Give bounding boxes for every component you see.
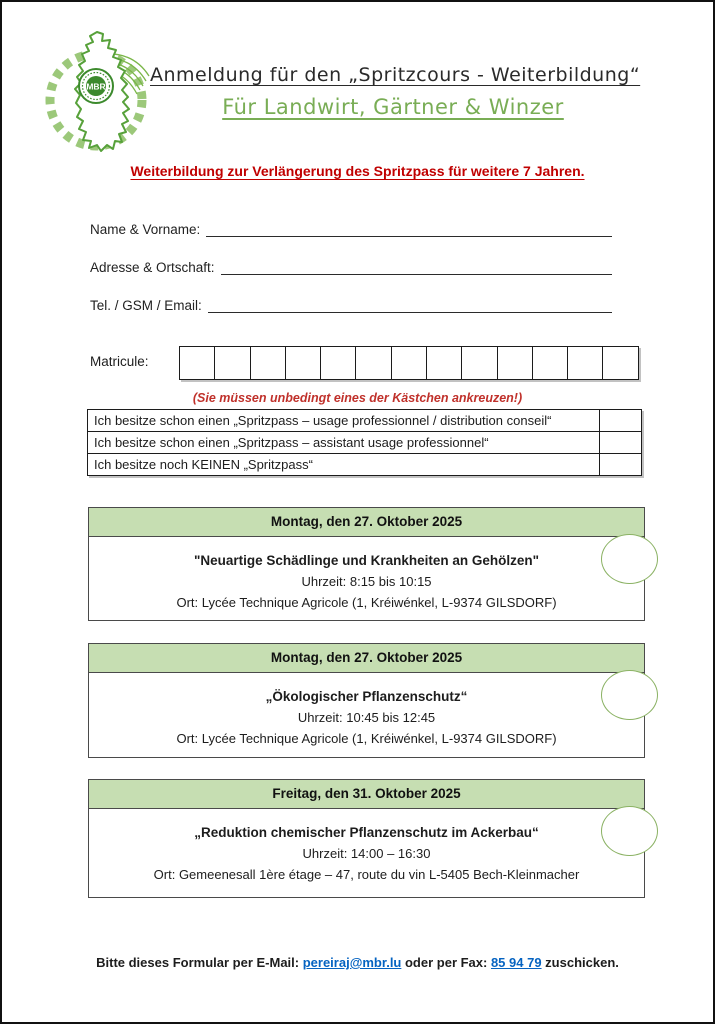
warning-headline: Weiterbildung zur Verlängerung des Spritzpass für weitere 7 Jahren.: [130, 163, 585, 179]
option-label: Ich besitze noch KEINEN „Spritzpass“: [88, 454, 600, 475]
session-title: „Reduktion chemischer Pflanzenschutz im Ackerbau“: [194, 825, 539, 840]
matricule-cell[interactable]: [602, 346, 639, 380]
session-date: Montag, den 27. Oktober 2025: [88, 507, 645, 537]
mbr-logo-text: MBR: [86, 81, 106, 92]
address-input-line[interactable]: [221, 254, 612, 275]
session-time: Uhrzeit: 14:00 – 16:30: [302, 846, 431, 861]
session-details: [88, 809, 645, 898]
matricule-cell[interactable]: [391, 346, 428, 380]
matricule-boxes: [179, 346, 639, 380]
matricule-cell[interactable]: [461, 346, 498, 380]
session-box-3: [88, 779, 645, 898]
matricule-label: Matricule:: [90, 354, 149, 369]
option-checkbox[interactable]: [600, 432, 641, 453]
stamp-circle: [601, 806, 658, 856]
session-details: [88, 673, 645, 758]
fax-link[interactable]: 85 94 79: [490, 955, 542, 970]
page-title: Anmeldung für den „Spritzcours - Weiterbildung“: [150, 64, 641, 86]
page-subtitle: Für Landwirt, Gärtner & Winzer: [222, 95, 564, 119]
matricule-cell[interactable]: [320, 346, 357, 380]
option-checkbox[interactable]: [600, 410, 641, 431]
footer-middle: oder per Fax:: [401, 955, 491, 970]
address-row: [90, 251, 612, 275]
session-title: „Ökologischer Pflanzenschutz“: [265, 689, 468, 704]
matricule-cell[interactable]: [497, 346, 534, 380]
title-block: [150, 64, 641, 119]
session-box-1: [88, 507, 645, 621]
matricule-cell[interactable]: [532, 346, 569, 380]
matricule-cell[interactable]: [567, 346, 604, 380]
session-location: Ort: Lycée Technique Agricole (1, Kréiwénkel, L-9374 GILSDORF): [176, 731, 557, 746]
option-row: [88, 410, 641, 432]
name-row: [90, 213, 612, 237]
session-date: Montag, den 27. Oktober 2025: [88, 643, 645, 673]
session-location: Ort: Gemeenesall 1ère étage – 47, route du vin L-5405 Bech-Kleinmacher: [153, 867, 580, 882]
name-input-line[interactable]: [206, 216, 612, 237]
session-location: Ort: Lycée Technique Agricole (1, Kréiwénkel, L-9374 GILSDORF): [176, 595, 557, 610]
session-time: Uhrzeit: 10:45 bis 12:45: [297, 710, 436, 725]
footer-suffix: zuschicken.: [541, 955, 619, 970]
session-date: Freitag, den 31. Oktober 2025: [88, 779, 645, 809]
option-label: Ich besitze schon einen „Spritzpass – usage professionnel / distribution conseil“: [88, 410, 600, 431]
submission-instructions: [2, 955, 713, 970]
email-link[interactable]: pereiraj@mbr.lu: [302, 955, 402, 970]
footer-prefix: Bitte dieses Formular per E-Mail:: [96, 955, 303, 970]
matricule-cell[interactable]: [179, 346, 216, 380]
checkbox-instruction: (Sie müssen unbedingt eines der Kästchen ankreuzen!): [192, 391, 523, 405]
option-checkbox[interactable]: [600, 454, 641, 475]
name-label: Name & Vorname:: [90, 222, 201, 237]
mbr-logo: [35, 24, 157, 158]
stamp-circle: [601, 534, 658, 584]
session-time: Uhrzeit: 8:15 bis 10:15: [301, 574, 432, 589]
session-title: "Neuartige Schädlinge und Krankheiten an Gehölzen": [193, 553, 540, 568]
contact-fields: [90, 213, 612, 327]
phone-email-row: [90, 289, 612, 313]
session-details: [88, 537, 645, 621]
matricule-cell[interactable]: [355, 346, 392, 380]
matricule-cell[interactable]: [426, 346, 463, 380]
phone-email-input-line[interactable]: [208, 292, 612, 313]
stamp-circle: [601, 670, 658, 720]
matricule-cell[interactable]: [250, 346, 287, 380]
option-row: [88, 454, 641, 475]
matricule-cell[interactable]: [285, 346, 322, 380]
spritzpass-options-table: [87, 409, 642, 476]
option-label: Ich besitze schon einen „Spritzpass – assistant usage professionnel“: [88, 432, 600, 453]
matricule-cell[interactable]: [214, 346, 251, 380]
session-box-2: [88, 643, 645, 758]
option-row: [88, 432, 641, 454]
address-label: Adresse & Ortschaft:: [90, 260, 215, 275]
phone-email-label: Tel. / GSM / Email:: [90, 298, 202, 313]
